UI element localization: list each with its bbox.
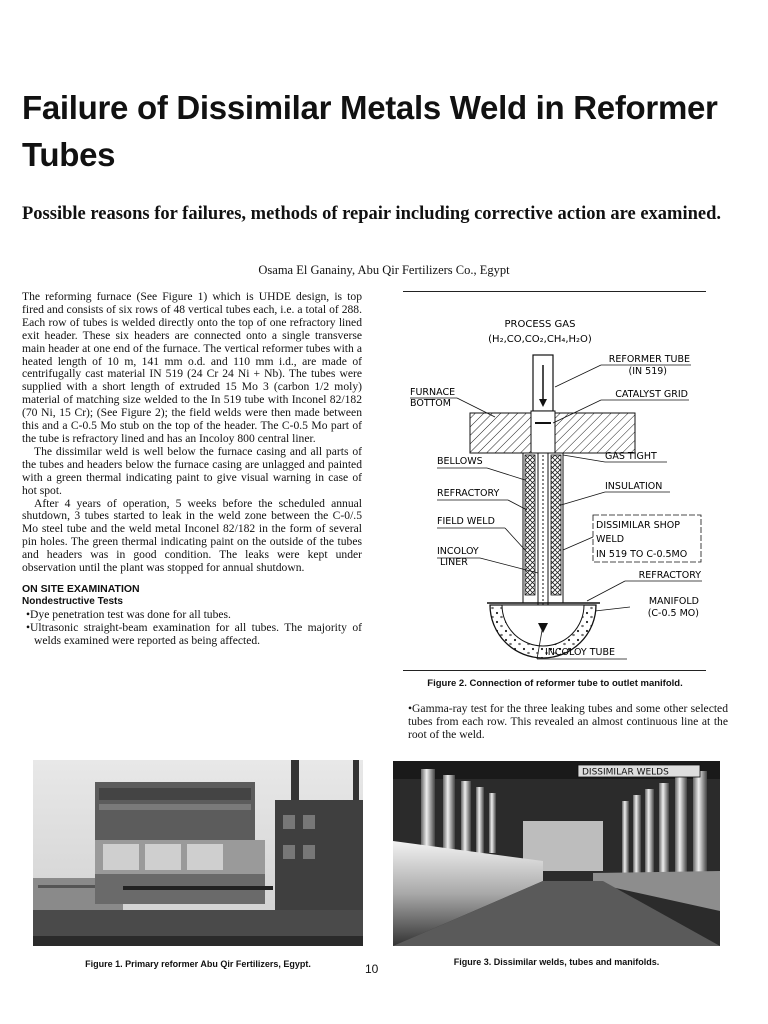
label-gas-formula: (H₂,CO,CO₂,CH₄,H₂O): [488, 334, 592, 345]
label-field-weld: FIELD WELD: [437, 516, 495, 527]
figure-2-caption-rule: [403, 670, 706, 671]
label-weld: WELD: [596, 534, 625, 545]
left-column: [22, 291, 362, 647]
label-dissimilar-shop: DISSIMILAR SHOP: [596, 520, 680, 531]
paragraph-3: After 4 years of operation, 5 weeks before the scheduled annual shutdown, 3 tubes started to leak in the weld zone between the C-0/.5 Mo steel tube and the weld metal Inconel 82/182 in the form of several pin holes. The green thermal indicating paint on the outside of the tubes and headers was in good condition. The leaks were kept under observation until the plant was stopped for annual shutdown.: [22, 496, 362, 575]
label-catalyst-grid: CATALYST GRID: [615, 389, 688, 400]
label-refractory-upper: REFRACTORY: [437, 488, 500, 499]
author-byline: Osama El Ganainy, Abu Qir Fertilizers Co., Egypt: [258, 263, 510, 277]
label-furnace: FURNACE: [410, 387, 456, 398]
label-liner: LINER: [440, 557, 468, 568]
section-heading: ON SITE EXAMINATION: [22, 582, 140, 595]
label-refractory-lower: REFRACTORY: [638, 570, 701, 581]
label-gas-tight: GAS TIGHT: [605, 451, 657, 462]
label-in519-to: IN 519 TO C-0.5MO: [596, 549, 688, 560]
label-incoloy-tube: INCOLOY TUBE: [545, 647, 616, 658]
label-process-gas: PROCESS GAS: [504, 319, 576, 330]
article-subtitle: Possible reasons for failures, methods of repair including corrective action are examined.: [22, 204, 722, 224]
label-bellows: BELLOWS: [437, 456, 483, 467]
bullet-gamma-ray: •Gamma-ray test for the three leaking tubes and some other selected tubes from each row. This revealed an almost continuous line at the root of the weld.: [408, 702, 728, 741]
label-manifold-material: (C-0.5 MO): [647, 608, 699, 619]
paragraph-1: The reforming furnace (See Figure 1) which is UHDE design, is top fired and consists of six rows of 48 vertical tubes each, i.e. a total of 288. Each row of tubes is welded directly onto the top of one refractory lined exit header. These six headers are connected onto a single transverse main header at one end of the furnace. The vertical reformer tubes with a heated length of 10 m, 141 mm o.d. and 110 mm i.d., are made of centrifugally cast material IN 519 (24 Cr 24 Ni + Nb). The tubes were supplied with a short length of extruded 15 Mo 3 (carbon 1/2 moly) material of matching size welded to the In 519 tube with Inconel 82/182 (70 Ni, 15 Cr); (See Figure 2); the field welds were then made between this and a C-0.5 Mo stub on the top of the header. The C-0.5 Mo part of the tube is refractory lined and has an Incoloy 800 central liner.: [22, 290, 362, 445]
figure-3-photo-label: DISSIMILAR WELDS: [582, 767, 669, 778]
figure-3-caption: Figure 3. Dissimilar welds, tubes and manifolds.: [453, 957, 660, 967]
paragraph-2: The dissimilar weld is well below the furnace casing and all parts of the tubes and headers below the furnace casing are unlagged and painted with a green thermal indicating paint to give visual warning in case of hot spot.: [22, 444, 362, 497]
right-column: [408, 702, 728, 741]
label-reformer-tube-material: (IN 519): [628, 366, 667, 377]
label-bottom: BOTTOM: [410, 398, 451, 409]
bullet-dye-penetration: •Dye penetration test was done for all tubes.: [26, 607, 231, 621]
label-insulation: INSULATION: [605, 481, 663, 492]
article-title: Failure of Dissimilar Metals Weld in Reformer Tubes: [22, 89, 718, 173]
figure-1-photo: [33, 760, 363, 946]
figure-3-photo: [393, 761, 720, 946]
figure-top-rule: [403, 291, 706, 292]
label-reformer-tube: REFORMER TUBE: [608, 354, 690, 365]
subsection-heading: Nondestructive Tests: [22, 595, 123, 607]
bullet-ultrasonic: •Ultrasonic straight-beam examination for all tubes. The majority of welds examined were reported as being affected.: [26, 620, 362, 647]
label-manifold: MANIFOLD: [648, 596, 699, 607]
figure-1-caption: Figure 1. Primary reformer Abu Qir Fertilizers, Egypt.: [85, 959, 311, 969]
page-number: 10: [365, 962, 379, 976]
label-incoloy: INCOLOY: [437, 546, 479, 557]
figure-2-caption: Figure 2. Connection of reformer tube to outlet manifold.: [427, 678, 683, 689]
figure-2-diagram: [405, 305, 710, 665]
